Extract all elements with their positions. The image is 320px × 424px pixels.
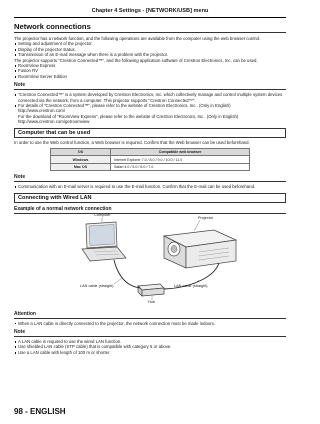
network-diagram [14,212,286,308]
projector-illustration [164,230,236,268]
note-item: Communication with an E-mail server is required to use the E-mail function. Confirm that the E-mail can be used beforehand. [14,184,286,189]
page-content [14,22,286,355]
chapter-header [0,8,300,14]
chapter-title: Chapter 4 Settings - [NETWORK/USB] menu [91,8,209,14]
computer-text: In order to use the Web control function, a Web browser is required. Confirm that the Web browser can be used beforehand. [14,139,250,145]
app-item: Fusion RV [14,68,286,73]
table-cell-browser: Safari 4.0 / 5.0 / 6.0 / 7.0 [111,163,250,170]
note-heading: Note [14,329,286,337]
roomview-url-link[interactable]: http://www.crestron.com/getroomview [18,119,90,125]
projector-label: Projector [198,215,214,220]
note-list [14,339,286,355]
computer-illustration [82,222,126,261]
computer-label: Computer [94,212,111,217]
page-number: 98 - ENGLISH [14,407,66,416]
network-intro: The projector has a network function, and the following operations are available from the computer using the web browser control. [14,36,261,41]
table-cell-os: Windows [51,156,111,163]
table-row [51,156,250,163]
note-item: Use shielded LAN cable (STP cable) that is compatible with category 5 or above. [14,344,286,349]
table-header-os: OS [51,149,111,156]
table-cell-os: Mac OS [51,163,111,170]
app-item: RoomView Express [14,63,286,68]
table-row [51,163,250,170]
table-cell-browser: Internet Explorer 7.0 / 8.0 / 9.0 / 10.0 / 11.0 [111,156,250,163]
note-text: For the download of "RoomView Express", please refer to the website of Crestron Electronics, Inc.. (Only in English) [18,113,239,119]
section-title-wired-lan: Connecting with Wired LAN [14,193,286,203]
note-item: Use a LAN cable with length of 100 m or shorter. [14,350,286,355]
note-item: A LAN cable is required to use the wired LAN function. [14,339,286,344]
cable-left-label: LAN cable (straight) [80,283,114,288]
attention-item: When a LAN cable is directly connected to the projector, the network connection must be made indoors. [14,321,286,326]
crestron-url-link[interactable]: http://www.crestron.com/ [18,108,66,114]
app-item: RoomView Server Edition [14,74,286,79]
attention-heading: Attention [14,311,286,319]
note-item [14,103,286,125]
note-item: "Crestron Connected™" is a system developed by Crestron Electronics, Inc. which collectively manage and control multiple system devices connected via the network, from a computer. This projector supports "Crestron Connected™". [14,92,286,103]
hub-label: Hub [148,299,155,304]
note-list [14,92,286,124]
table-header-row [51,149,250,156]
hub-illustration [138,284,164,296]
network-diagram-art [14,216,286,308]
feature-item: Setting and adjustment of the projector. [14,41,286,46]
header-rule [14,17,286,18]
attention-list [14,321,286,326]
feature-item: Transmission of an E-mail message when there is a problem with the projector. [14,52,286,57]
lan-cable-left [114,260,140,288]
browser-compat-table [50,148,250,171]
note-heading: Note [14,82,286,90]
crestron-support-text: The projector supports "Crestron Connected™", and the following application software of Crestron Electronics, Inc. can be used. [14,57,258,63]
note-text: For details of "Crestron Connected™", please refer to the website of Crestron Electronics, Inc.. (Only in English) [18,103,231,109]
example-heading: Example of a normal network connection [14,206,286,214]
note-heading: Note [14,174,286,182]
cable-right-label: LAN cable (straight) [174,283,208,288]
note-list [14,184,286,189]
feature-list [14,41,286,57]
table-header-browser: Compatible web browser [111,149,250,156]
feature-item: Display of the projector status. [14,47,286,52]
app-list [14,63,286,79]
section-title-computer: Computer that can be used [14,128,286,138]
section-title-network: Network connections [14,22,286,33]
